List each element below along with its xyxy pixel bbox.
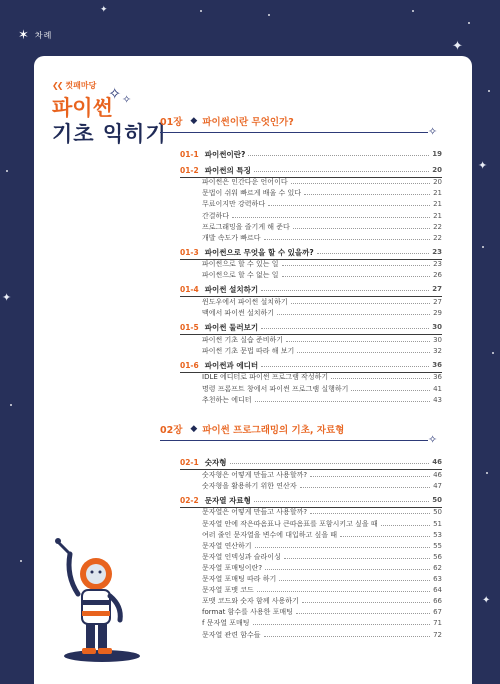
toc-item-row[interactable] <box>202 607 442 618</box>
sparkle-icon: ✦ <box>452 39 463 54</box>
dot-leader <box>255 401 431 402</box>
page-number: 41 <box>433 384 442 393</box>
page-number: 20 <box>432 165 442 174</box>
item-title: IDLE 에디터로 파이썬 프로그램 작성하기 <box>202 373 329 382</box>
book-title-line2: 기초 익히기 <box>52 122 167 146</box>
page-number: 20 <box>433 178 442 187</box>
toc-item-row[interactable] <box>202 585 442 596</box>
section-number: 01-3 <box>180 247 199 257</box>
page-number: 32 <box>433 346 442 355</box>
toc-item-row[interactable] <box>202 297 442 308</box>
toc-section-row[interactable] <box>180 360 442 371</box>
section-number: 01-4 <box>180 285 199 295</box>
star-dot <box>482 246 484 248</box>
header-label: 차례 <box>34 31 53 40</box>
item-title: 개발 속도가 빠르다 <box>202 233 261 242</box>
section-title: 문자열 자료형 <box>204 495 251 505</box>
dot-leader <box>381 525 430 526</box>
sparkle-icon: ✦ <box>2 291 12 304</box>
toc-section-row[interactable] <box>180 149 442 160</box>
page-number: 19 <box>432 150 442 158</box>
section-title: 파이썬으로 무엇을 할 수 있을까? <box>204 247 314 257</box>
dot-leader <box>268 205 430 206</box>
page-number: 46 <box>433 470 442 479</box>
item-title: 프로그래밍을 즐기게 해 준다 <box>202 222 290 231</box>
chapter-number: 01장 <box>160 117 183 128</box>
chapter-title: 파이썬 프로그래밍의 기초, 자료형 <box>202 425 345 436</box>
page-number: 27 <box>433 298 442 306</box>
sparkle-icon: ✦ <box>482 595 491 606</box>
book-series-text: 컷패마당 <box>65 81 97 90</box>
toc-item-row[interactable] <box>202 481 442 492</box>
section-number: 01-6 <box>180 360 199 370</box>
dot-leader <box>248 155 429 156</box>
item-title: f 문자열 포매팅 <box>202 619 250 628</box>
page-number: 23 <box>433 260 442 269</box>
toc-item-row[interactable] <box>202 259 442 270</box>
section-number: 01-5 <box>180 323 199 332</box>
section-title: 파이썬 둘러보기 <box>204 323 259 332</box>
page-number: 29 <box>433 309 442 318</box>
dot-leader <box>300 487 430 488</box>
star-dot <box>6 170 8 172</box>
item-title: 명령 프롬프트 창에서 파이썬 프로그램 실행하기 <box>202 384 349 393</box>
chapter-divider <box>160 440 428 441</box>
dot-leader <box>331 378 430 379</box>
star-dot <box>492 352 494 354</box>
page-number: 66 <box>433 597 442 606</box>
dot-leader <box>230 463 430 464</box>
dot-leader <box>254 171 429 172</box>
section-number: 01-2 <box>180 165 199 175</box>
page-number: 64 <box>433 586 442 595</box>
astronaut-illustration <box>50 524 148 664</box>
dot-leader <box>351 390 430 391</box>
dot-leader <box>291 183 430 184</box>
star-dot <box>412 10 414 12</box>
shooting-star-icon: ✶ <box>18 28 29 43</box>
toc-item-row[interactable] <box>202 530 442 541</box>
item-title: 문자열 포매팅 따라 하기 <box>202 575 277 583</box>
page-number: 50 <box>433 508 442 517</box>
page-number: 47 <box>433 481 442 490</box>
page-number: 51 <box>433 519 442 528</box>
item-title: 숫자형을 활용하기 위한 연산자 <box>202 481 297 490</box>
item-title: 파이썬은 인간다운 언어이다 <box>202 178 288 187</box>
section-title: 파이썬이란? <box>204 150 246 159</box>
page-number: 43 <box>433 395 442 404</box>
star-dot <box>268 14 270 16</box>
item-title: 숫자형은 어떻게 만들고 사용할까? <box>202 470 308 479</box>
toc-section-row[interactable] <box>180 322 442 333</box>
item-title: 문자열 관련 함수들 <box>202 630 261 639</box>
page-number: 67 <box>433 608 442 617</box>
page-number: 30 <box>432 323 442 331</box>
section-title: 숫자형 <box>204 458 227 467</box>
diamond-icon: ◆ <box>190 424 198 434</box>
page-number: 56 <box>433 552 442 561</box>
dot-leader <box>284 558 430 559</box>
sparkle-icon: ✦ <box>478 159 488 172</box>
page-number: 63 <box>433 575 442 583</box>
page-number: 36 <box>432 360 442 369</box>
page-number: 46 <box>432 458 442 466</box>
chapter-number: 02장 <box>160 425 183 436</box>
item-title: 문자열 인덱싱과 슬라이싱 <box>202 552 281 561</box>
dot-leader <box>232 217 430 218</box>
dot-leader <box>291 303 430 304</box>
dot-leader <box>302 602 430 603</box>
item-title: 여러 줄인 문자열을 변수에 대입하고 싶을 때 <box>202 530 338 539</box>
section-number: 02-1 <box>180 458 199 467</box>
dot-leader <box>310 476 430 477</box>
sparkle-icon: ✧ <box>428 125 438 138</box>
toc-item-row[interactable] <box>202 384 442 395</box>
toc-item-row[interactable] <box>202 308 442 319</box>
item-title: 문자열 포매팅이란? <box>202 563 263 572</box>
dot-leader <box>296 613 430 614</box>
dot-leader <box>254 501 429 502</box>
toc-item-row[interactable] <box>202 470 442 481</box>
toc-item-row[interactable] <box>202 618 442 629</box>
star-dot <box>10 404 12 406</box>
toc-item-row[interactable] <box>202 177 442 188</box>
star-dot <box>200 10 202 12</box>
dot-leader <box>261 290 429 291</box>
page-header <box>18 28 52 43</box>
toc-section-row[interactable] <box>180 284 442 295</box>
item-title: 문자열 포맷 코드 <box>202 586 254 595</box>
toc-section-row[interactable] <box>180 457 442 468</box>
dot-leader <box>304 194 430 195</box>
item-title: 무료이지만 강력하다 <box>202 200 266 209</box>
item-title: 파이썬으로 할 수 없는 일 <box>202 271 279 280</box>
chapter-heading[interactable] <box>160 422 344 436</box>
dot-leader <box>264 239 431 240</box>
item-title: 파이썬으로 할 수 있는 일 <box>202 260 279 269</box>
item-title: 문자열 안에 작은따옴표나 큰따옴표를 포함시키고 싶을 때 <box>202 519 378 528</box>
section-title: 파이썬의 특징 <box>204 165 251 175</box>
toc-item-row[interactable] <box>202 507 442 518</box>
dot-leader <box>279 580 430 581</box>
toc-section-row[interactable] <box>180 165 442 176</box>
toc-item-row[interactable] <box>202 541 442 552</box>
item-title: 문법이 쉬워 빠르게 배울 수 있다 <box>202 189 302 198</box>
item-title: 문자열은 어떻게 만들고 사용할까? <box>202 508 308 517</box>
dot-leader <box>286 341 430 342</box>
toc-item-row[interactable] <box>202 552 442 563</box>
page-number: 30 <box>433 335 442 344</box>
chevron-double-icon: ❮❮ <box>52 81 62 90</box>
section-title: 파이썬과 에디터 <box>204 360 259 370</box>
toc-item-row[interactable] <box>202 346 442 357</box>
item-title: 포맷 코드와 숫자 함께 사용하기 <box>202 597 299 606</box>
dot-leader <box>317 253 429 254</box>
section-title: 파이썬 설치하기 <box>204 285 259 295</box>
dot-leader <box>277 314 430 315</box>
item-title: 맥에서 파이썬 설치하기 <box>202 309 275 318</box>
item-title: 파이썬 기초 실습 준비하기 <box>202 335 284 344</box>
dot-leader <box>255 547 431 548</box>
dot-leader <box>265 569 430 570</box>
item-title: format 함수를 사용한 포매팅 <box>202 608 293 617</box>
dot-leader <box>253 624 431 625</box>
page-number: 71 <box>433 619 442 628</box>
dot-leader <box>257 591 430 592</box>
item-title: 파이썬 기초 문법 따라 해 보기 <box>202 346 295 355</box>
section-number: 02-2 <box>180 495 199 505</box>
page-number: 50 <box>432 495 442 504</box>
book-title-line1: 파이썬 <box>52 96 113 120</box>
dot-leader <box>261 328 429 329</box>
page-number: 27 <box>432 285 442 294</box>
star-dot <box>486 472 488 474</box>
dot-leader <box>282 265 431 266</box>
page-number: 53 <box>433 530 442 539</box>
sparkle-icon: ✧ <box>428 433 438 446</box>
page-number: 26 <box>433 271 442 280</box>
toc-item-row[interactable] <box>202 630 442 641</box>
page-number: 21 <box>433 189 442 198</box>
toc-section-row[interactable] <box>180 495 442 506</box>
toc-item-row[interactable] <box>202 372 442 383</box>
chapter-title: 파이썬이란 무엇인가? <box>202 117 294 128</box>
toc-item-row[interactable] <box>202 395 442 406</box>
toc-item-row[interactable] <box>202 233 442 244</box>
toc-item-row[interactable] <box>202 563 442 574</box>
toc-item-row[interactable] <box>202 519 442 530</box>
toc-item-row[interactable] <box>202 574 442 585</box>
item-title: 문자열 연산하기 <box>202 541 252 550</box>
toc-item-row[interactable] <box>202 211 442 222</box>
toc-item-row[interactable] <box>202 188 442 199</box>
star-dot <box>20 560 22 562</box>
page-number: 22 <box>433 222 442 231</box>
toc-item-row[interactable] <box>202 596 442 607</box>
toc-item-row[interactable] <box>202 222 442 233</box>
page-number: 21 <box>433 211 442 220</box>
page-number: 23 <box>432 247 442 256</box>
diamond-icon: ◆ <box>190 116 198 126</box>
page-number: 55 <box>433 541 442 550</box>
page-number: 72 <box>433 630 442 639</box>
section-number: 01-1 <box>180 150 199 159</box>
page-number: 22 <box>433 233 442 242</box>
book-series-label <box>52 80 96 91</box>
dot-leader <box>264 636 431 637</box>
sparkle-icon: ✧ <box>122 93 132 106</box>
sparkle-icon: ✦ <box>100 5 108 15</box>
item-title: 윈도우에서 파이썬 설치하기 <box>202 298 288 306</box>
toc-item-row[interactable] <box>202 270 442 281</box>
toc-item-row[interactable] <box>202 199 442 210</box>
dot-leader <box>310 513 430 514</box>
toc-item-row[interactable] <box>202 335 442 346</box>
star-dot <box>468 22 470 24</box>
chapter-heading[interactable] <box>160 114 294 128</box>
dot-leader <box>261 366 429 367</box>
dot-leader <box>282 276 431 277</box>
item-title: 간결하다 <box>202 211 230 220</box>
dot-leader <box>297 352 430 353</box>
item-title: 추천하는 에디터 <box>202 395 252 404</box>
dot-leader <box>340 536 430 537</box>
dot-leader <box>293 228 430 229</box>
chapter-divider <box>160 132 428 133</box>
page-number: 62 <box>433 563 442 572</box>
star-dot <box>488 90 490 92</box>
page-number: 21 <box>433 200 442 209</box>
toc-section-row[interactable] <box>180 247 442 258</box>
page-number: 36 <box>433 373 442 382</box>
sparkle-icon: ✧ <box>108 84 122 103</box>
contents-card <box>34 56 472 684</box>
